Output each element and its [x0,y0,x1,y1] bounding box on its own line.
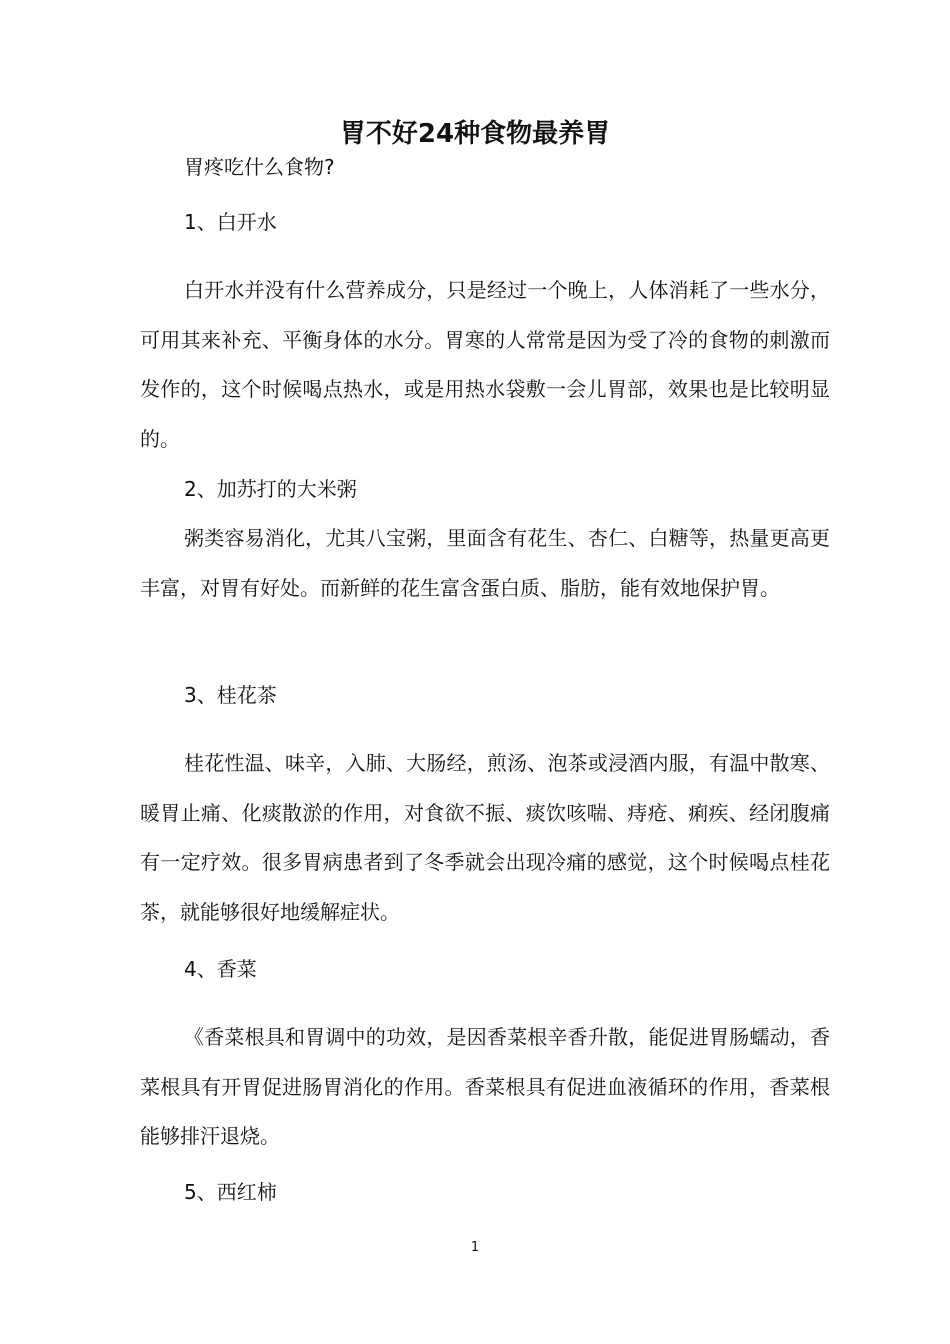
section-heading-4: 4、香菜 [184,957,257,981]
document-title: 胃不好24种食物最养胃 [339,119,611,150]
section-body-2: 粥类容易消化，尤其八宝粥，里面含有花生、杏仁、白糖等，热量更高更丰富，对胃有好处。而新鲜的花生富含蛋白质、脂肪，能有效地保护胃。 [140,526,830,600]
intro-question: 胃疼吃什么食物? [184,155,335,179]
section-body-3: 桂花性温、味辛，入肺、大肠经，煎汤、泡茶或浸酒内服，有温中散寒、暖胃止痛、化痰散淤的作用，对食欲不振、痰饮咳喘、痔疮、痢疾、经闭腹痛有一定疗效。很多胃病患者到了冬季就会出现冷痛的感觉，这个时候喝点桂花茶，就能够很好地缓解症状。 [140,751,830,924]
page-number: 1 [470,1240,480,1255]
section-heading-2: 2、加苏打的大米粥 [184,477,357,501]
section-body-1: 白开水并没有什么营养成分，只是经过一个晚上，人体消耗了一些水分，可用其来补充、平衡身体的水分。胃寒的人常常是因为受了冷的食物的刺激而发作的，这个时候喝点热水，或是用热水袋敷一会儿胃部，效果也是比较明显的。 [140,278,830,451]
section-body-4: 《香菜根具和胃调中的功效，是因香菜根辛香升散，能促进胃肠蠕动，香菜根具有开胃促进肠胃消化的作用。香菜根具有促进血液循环的作用，香菜根能够排汗退烧。 [140,1025,830,1148]
section-heading-5: 5、西红柿 [184,1180,277,1204]
section-heading-3: 3、桂花茶 [184,683,277,707]
section-heading-1: 1、白开水 [184,210,277,234]
